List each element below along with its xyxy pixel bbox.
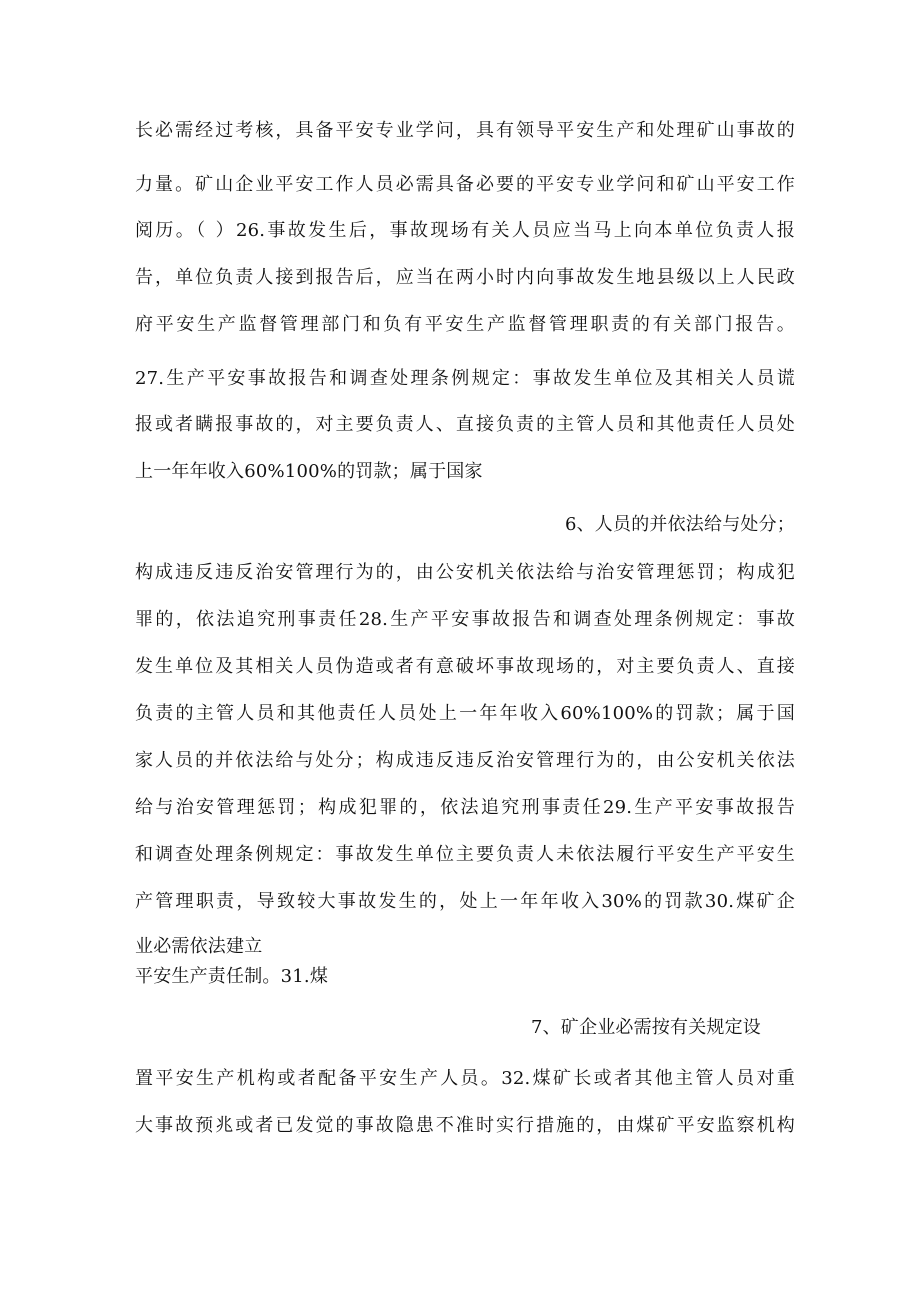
paragraph-line: 产管理职责，导致较大事故发生的，处上一年年收入30%的罚款30.煤矿企 [135, 891, 795, 912]
list-item-heading: 7、矿企业必需按有关规定设 [530, 1017, 761, 1038]
paragraph-line: 27.生产平安事故报告和调查处理条例规定：事故发生单位及其相关人员谎 [135, 368, 795, 389]
paragraph-line: 平安生产责任制。31.煤 [135, 966, 329, 987]
list-item-heading: 6、人员的并依法给与处分； [564, 514, 795, 535]
paragraph-line: 构成违反违反治安管理行为的，由公安机关依法给与治安管理惩罚；构成犯 [135, 562, 795, 583]
paragraph-line: 报或者瞒报事故的，对主要负责人、直接负责的主管人员和其他责任人员处 [135, 414, 795, 435]
paragraph-line: 和调查处理条例规定：事故发生单位主要负责人未依法履行平安生产平安生 [135, 844, 795, 865]
paragraph-line: 罪的，依法追究刑事责任28.生产平安事故报告和调查处理条例规定：事故 [135, 609, 795, 630]
paragraph-line: 府平安生产监督管理部门和负有平安生产监督管理职责的有关部门报告。 [135, 314, 795, 335]
paragraph-line: 给与治安管理惩罚；构成犯罪的，依法追究刑事责任29.生产平安事故报告 [135, 797, 795, 818]
paragraph-line: 业必需依法建立 [135, 936, 263, 957]
paragraph-line: 力量。矿山企业平安工作人员必需具备必要的平安专业学问和矿山平安工作 [135, 174, 795, 195]
paragraph-line: 负责的主管人员和其他责任人员处上一年年收入60%100%的罚款；属于国 [135, 703, 795, 724]
paragraph-line: 上一年年收入60%100%的罚款；属于国家 [135, 461, 483, 482]
paragraph-line: 大事故预兆或者已发觉的事故隐患不准时实行措施的，由煤矿平安监察机构 [135, 1115, 795, 1136]
paragraph-line: 家人员的并依法给与处分；构成违反违反治安管理行为的，由公安机关依法 [135, 750, 795, 771]
paragraph-line: 告，单位负责人接到报告后，应当在两小时内向事故发生地县级以上人民政 [135, 267, 795, 288]
paragraph-line: 发生单位及其相关人员伪造或者有意破坏事故现场的，对主要负责人、直接 [135, 656, 795, 677]
paragraph-line: 阅历。（ ）26.事故发生后，事故现场有关人员应当马上向本单位负责人报 [135, 220, 795, 241]
paragraph-line: 长必需经过考核，具备平安专业学问，具有领导平安生产和处理矿山事故的 [135, 120, 795, 141]
paragraph-line: 置平安生产机构或者配备平安生产人员。32.煤矿长或者其他主管人员对重 [135, 1068, 795, 1089]
